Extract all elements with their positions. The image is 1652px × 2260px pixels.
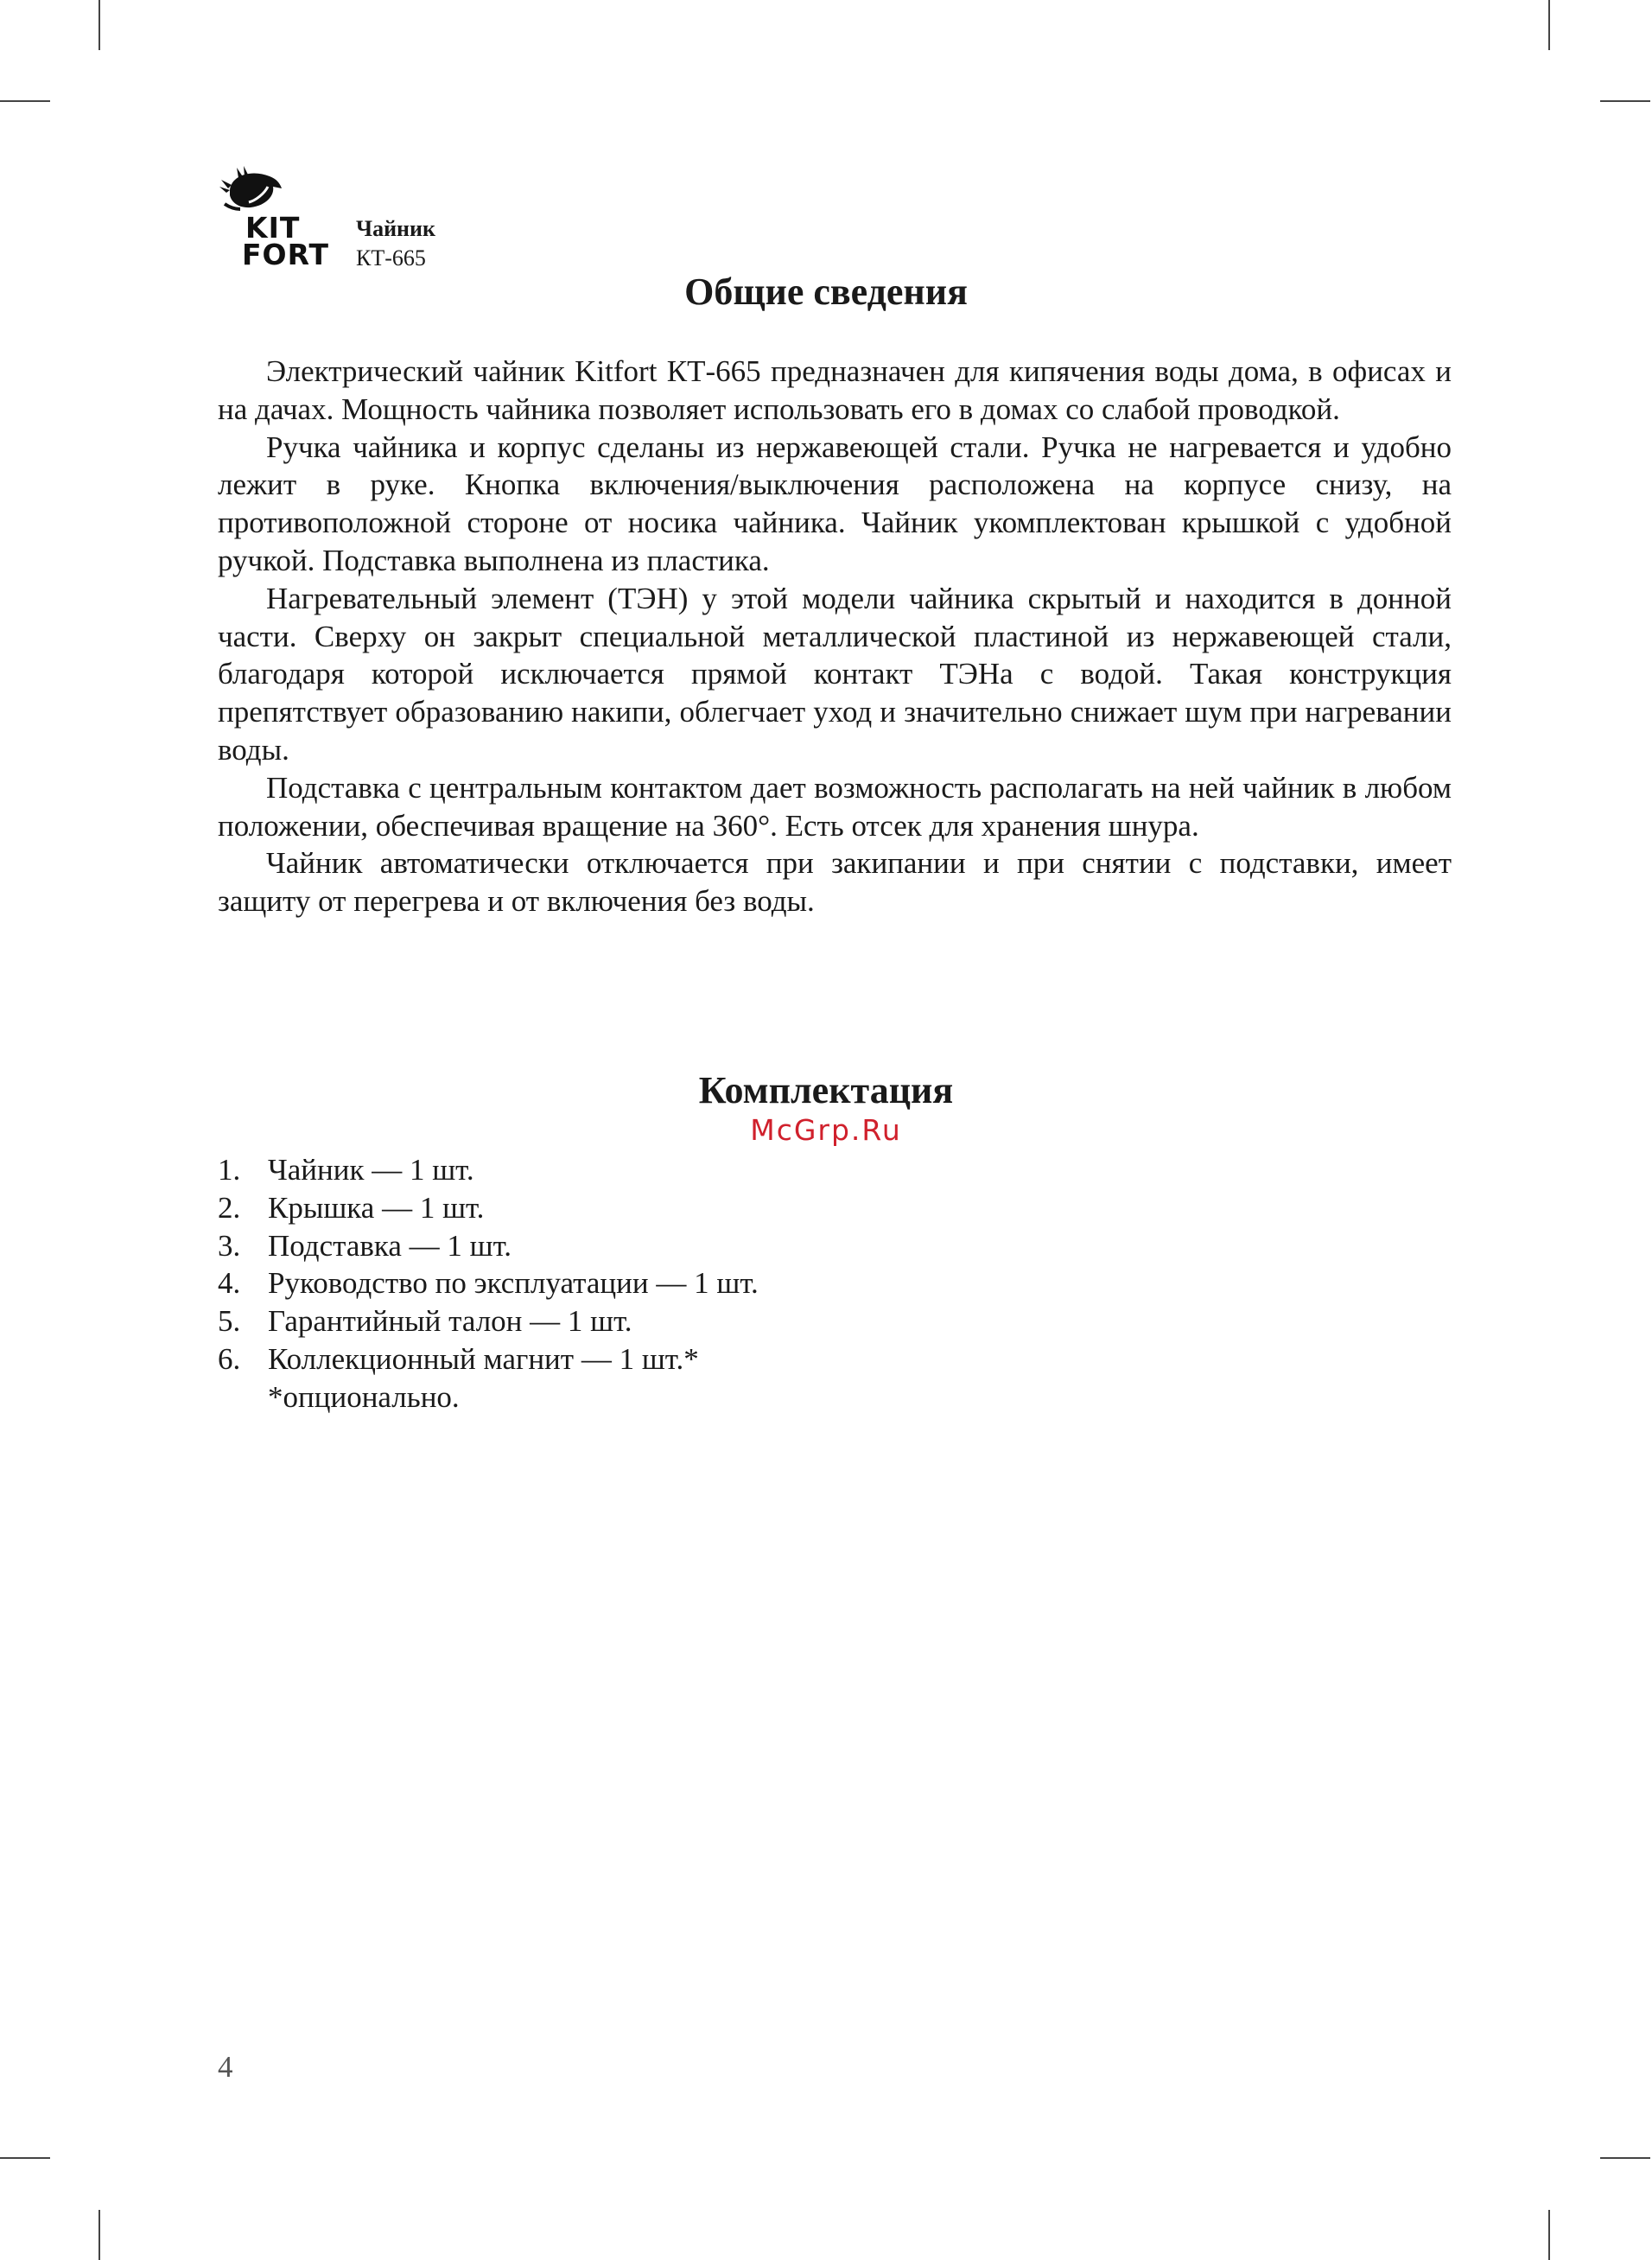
crop-mark — [98, 0, 100, 50]
list-number: 3. — [218, 1228, 241, 1263]
list-item — [218, 1302, 759, 1340]
logo-text-kit: KIT — [245, 211, 301, 245]
paragraph: Подставка с центральным контактом дает возможность располагать на ней чайник в любом положении, обеспечивая вращение на 360°. Есть отсек для хранения шнура. — [218, 770, 1452, 843]
crop-mark — [98, 2210, 100, 2260]
list-item — [218, 1151, 759, 1189]
list-item — [218, 1340, 759, 1378]
watermark: McGrp.Ru — [750, 1113, 902, 1147]
crop-mark — [1548, 2210, 1550, 2260]
list-item — [218, 1227, 759, 1265]
section-title-general: Общие сведения — [684, 271, 968, 313]
page-number: 4 — [218, 2050, 233, 2084]
section-title-kit: Комплектация — [698, 1069, 954, 1111]
paragraph: Электрический чайник Kitfort КТ-665 предназначен для кипячения воды дома, в офисах и на дачах. Мощность чайника позволяет использовать его в домах со слабой проводкой. — [218, 354, 1452, 426]
crop-mark — [0, 100, 50, 102]
footnote: *опционально. — [268, 1380, 460, 1414]
list-number: 6. — [218, 1341, 241, 1376]
kitfort-logo — [216, 166, 330, 271]
document-header — [356, 214, 435, 273]
list-text: Коллекционный магнит — 1 шт.* — [268, 1341, 699, 1376]
list-item — [218, 1189, 759, 1227]
logo-text-fort: FORT — [242, 238, 330, 271]
paragraph: Ручка чайника и корпус сделаны из нержавеющей стали. Ручка не нагревается и удобно лежит в руке. Кнопка включения/выключения расположена на корпусе снизу, на противоположной стороне от носика чайника. Чайник укомплектован крышкой с удобной ручкой. Подставка выполнена из пластика. — [218, 430, 1452, 577]
list-number: 5. — [218, 1304, 241, 1339]
kit-list — [218, 1151, 759, 1378]
list-text: Подставка — 1 шт. — [268, 1228, 512, 1263]
crop-mark — [0, 2157, 50, 2159]
list-number: 4. — [218, 1266, 241, 1301]
list-text: Крышка — 1 шт. — [268, 1190, 485, 1225]
general-info-body — [218, 353, 1452, 920]
kitfort-bird-icon — [218, 166, 285, 213]
model-number: КТ-665 — [356, 245, 426, 271]
list-number: 1. — [218, 1153, 241, 1187]
paragraph: Нагревательный элемент (ТЭН) у этой модели чайника скрытый и находится в донной части. Сверху он закрыт специальной металлической пластиной из нержавеющей стали, благодаря которой исключается прямой контакт ТЭНа с водой. Такая конструкция препятствует образованию накипи, облегчает уход и значительно снижает шум при нагревании воды. — [218, 581, 1452, 767]
crop-mark — [1548, 0, 1550, 50]
paragraph: Чайник автоматически отключается при закипании и при снятии с подставки, имеет защиту от перегрева и от включения без воды. — [218, 846, 1452, 919]
list-item — [218, 1264, 759, 1302]
list-number: 2. — [218, 1190, 241, 1225]
crop-mark — [1600, 100, 1650, 102]
list-text: Гарантийный талон — 1 шт. — [268, 1304, 632, 1339]
list-text: Чайник — 1 шт. — [268, 1153, 474, 1187]
crop-mark — [1600, 2157, 1650, 2159]
list-text: Руководство по эксплуатации — 1 шт. — [268, 1266, 759, 1301]
product-name: Чайник — [356, 216, 436, 241]
